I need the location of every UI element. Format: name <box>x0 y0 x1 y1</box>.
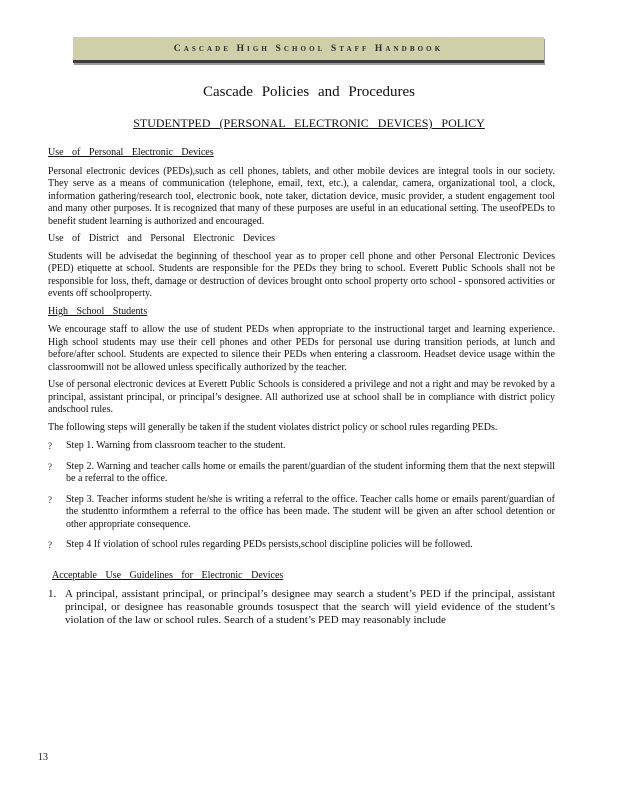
list-item <box>48 440 555 453</box>
bullet-icon: ? <box>48 461 52 472</box>
guidelines-list <box>48 588 555 627</box>
list-item <box>48 461 555 486</box>
paragraph-high-school: We encourage staff to allow the use of student PEDs when appropriate to the instructional target and learning experience. High school students may use their cell phones and other PEDs for personal use during transition periods, at lunch and before/after school. Students are expected to silence their PEDs when entering a classroom. Headset device usage within the classroomwill not be allowed unless specifically authorized by the teacher. <box>48 324 555 373</box>
section-heading-personal-use: Use of Personal Electronic Devices <box>48 147 214 158</box>
document-title: Cascade Policies and Procedures <box>202 84 416 100</box>
guideline-number: 1. <box>48 588 57 600</box>
bullet-icon: ? <box>48 441 52 451</box>
page-number: 13 <box>38 752 48 763</box>
step-text: Step 2. Warning and teacher calls home or emails the parent/guardian of the student informing them that the next stepwill be a referral to the office. <box>66 460 555 484</box>
handbook-banner: Cascade High School Staff Handbook <box>73 37 544 63</box>
step-text: Step 4 If violation of school rules regarding PEDs persists,school discipline policies will be followed. <box>66 539 473 550</box>
list-item <box>48 494 555 532</box>
list-item <box>48 539 555 552</box>
list-item <box>48 588 555 627</box>
steps-list <box>48 440 555 552</box>
section-heading-guidelines: Acceptable Use Guidelines for Electronic Devices <box>52 569 284 581</box>
step-text: Step 3. Teacher informs student he/she is writing a referral to the office. Teacher calls home or emails parent/guardian of the studentto informthem a referral to the office has been made. The student will be given an after school detention or other appropriate consequence. <box>66 493 555 530</box>
policy-title-text: STUDENTPED (PERSONAL ELECTRONIC DEVICES) POLICY <box>133 116 485 130</box>
document-body <box>48 147 555 627</box>
section-heading-high-school: High School Students <box>48 305 148 317</box>
paragraph-privilege: Use of personal electronic devices at Everett Public Schools is considered a privilege and not a right and may be revoked by a principal, assistant principal, or principal’s designee. All authorized use at school shall be in compliance with district policy andschool rules. <box>48 379 555 415</box>
paragraph-steps-intro: The following steps will generally be taken if the student violates district policy or school rules regarding PEDs. <box>48 421 498 433</box>
paragraph-personal-use: Personal electronic devices (PEDs),such as cell phones, tablets, and other mobile devices are integral tools in our society. They serve as a means of communication (telephone, email, text, etc.), a calendar, camera, organizational tool, a clock, information gathering/research tool, electronic book, note taker, dictation device, music provider, a student engagement tool and many other purposes. It is recognized that many of these purposes are useful in an educational setting. The useofPEDs to benefit student learning is authorized and encouraged. <box>48 165 555 227</box>
bullet-icon: ? <box>48 540 52 550</box>
step-text: Step 1. Warning from classroom teacher to the student. <box>66 440 286 451</box>
guideline-text: A principal, assistant principal, or principal’s designee may search a student’s PED if the principal, assistant principal, or designee has reasonable grounds tosuspect that the search will yield evidence of the student’s violation of the law or school rules. Search of a student’s PED may reasonably include <box>65 588 555 626</box>
paragraph-district-use: Students will be advisedat the beginning of theschool year as to proper cell phone and other Personal Electronic Devices (PED) etiquette at school. Students are responsible for the PEDs they bring to school. Everett Public Schools shall not be responsible for loss, theft, damage or destruction of devices brought onto school property orto school - sponsored activities or events off schoolproperty. <box>48 250 555 299</box>
section-heading-district-use: Use of District and Personal Electronic Devices <box>48 233 276 244</box>
policy-title <box>0 116 618 131</box>
bullet-icon: ? <box>48 494 52 505</box>
